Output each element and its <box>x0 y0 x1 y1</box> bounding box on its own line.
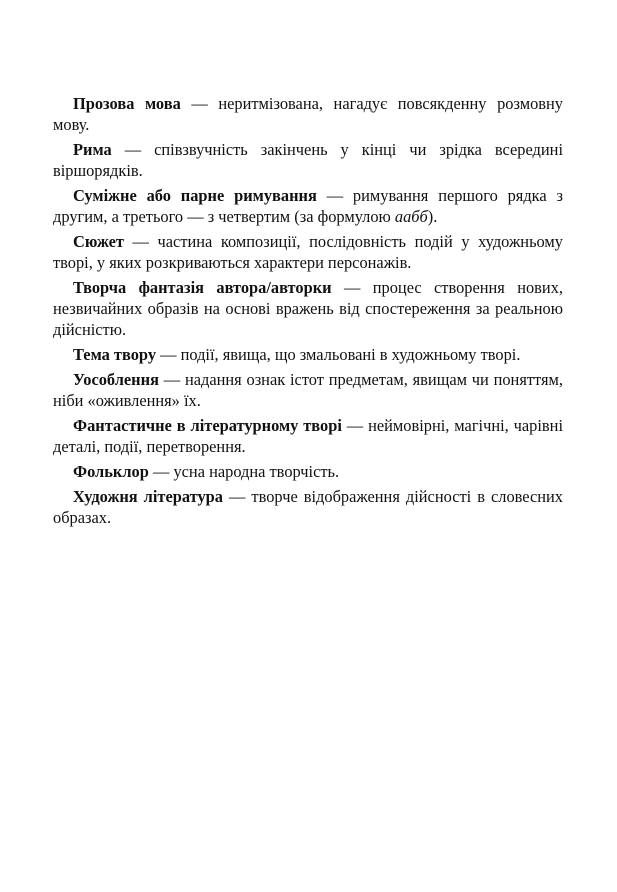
glossary-entry-plot <box>53 231 563 273</box>
glossary-definition: — співзвучність закінчень у кінці чи зрідка всередині віршорядків. <box>53 140 563 180</box>
glossary-term: Суміжне або парне римування <box>73 186 317 205</box>
glossary-entry-creative-fantasy <box>53 277 563 340</box>
glossary-definition: — творче відображення дійсності в словесних образах. <box>53 487 563 527</box>
glossary-definition: — неймовірні, магічні, чарівні деталі, події, перетворення. <box>53 416 563 456</box>
glossary-definition-end: ). <box>427 207 438 226</box>
glossary-term: Фольклор <box>73 462 149 481</box>
glossary-term: Рима <box>73 140 112 159</box>
glossary-entry-fantastic <box>53 415 563 457</box>
rhyme-formula: аабб <box>394 207 428 226</box>
glossary-term: Художня література <box>73 487 223 506</box>
glossary-entry-folklore <box>53 461 563 482</box>
glossary-entry-theme <box>53 344 563 365</box>
glossary-entry-couplet-rhyme <box>53 185 563 227</box>
glossary-definition: — частина композиції, послідовність подій у художньому творі, у яких розкриваються характери персонажів. <box>53 232 563 272</box>
glossary-definition: — римування першого рядка з другим, а третього — з четвертим (за формулою <box>53 186 563 226</box>
glossary-term: Прозова мова <box>73 94 181 113</box>
glossary-entry-personification <box>53 369 563 411</box>
glossary-term: Фантастичне в літературному творі <box>73 416 342 435</box>
glossary-term: Творча фантазія автора/авторки <box>73 278 332 297</box>
glossary-entry-rhyme <box>53 139 563 181</box>
glossary-term: Тема твору <box>73 345 157 364</box>
glossary-term: Сюжет <box>73 232 124 251</box>
glossary-entry-fiction <box>53 486 563 528</box>
glossary-definition: — надання ознак істот предметам, явищам чи поняттям, ніби «оживлення» їх. <box>53 370 563 410</box>
glossary-definition: — усна народна творчість. <box>148 462 340 481</box>
glossary-definition: — події, явища, що змальовані в художньому творі. <box>156 345 521 364</box>
glossary-definition: — процес створення нових, незвичайних образів на основі вражень від спостереження за реальною дійсністю. <box>53 278 563 339</box>
glossary-term: Уособлення <box>73 370 159 389</box>
glossary-definition: — неритмізована, нагадує повсякденну розмовну мову. <box>53 94 563 134</box>
glossary-entry-prose <box>53 93 563 135</box>
glossary-page <box>53 93 563 532</box>
